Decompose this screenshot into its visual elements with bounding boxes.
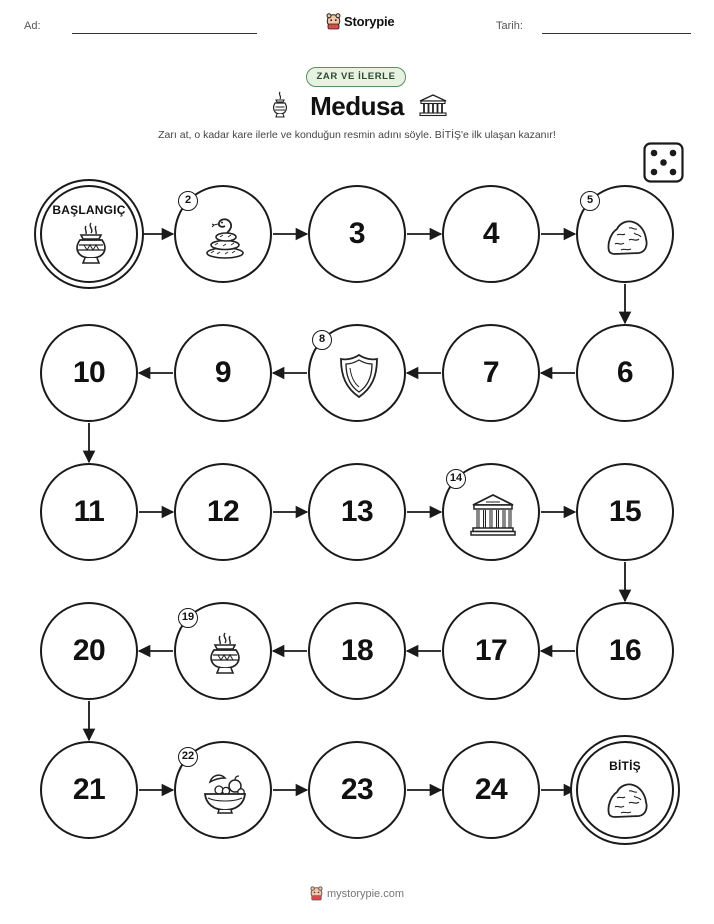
incense-urn-icon [201,630,249,678]
cell-number: 21 [72,773,106,806]
cell-number-badge: 22 [178,747,198,767]
board-cell-7 [442,324,540,422]
board-cell-3 [308,185,406,283]
cell-number: 7 [482,356,500,389]
cell-number: 23 [340,773,374,806]
cell-number-badge: 2 [178,191,198,211]
date-label: Tarih: [496,20,523,32]
cell-label: BİTİŞ [609,759,641,773]
cell-number: 4 [482,217,500,250]
cell-number: 13 [340,495,374,528]
cell-number-badge: 5 [580,191,600,211]
cell-number-badge: 14 [446,469,466,489]
board-cell-20 [40,602,138,700]
fruit-bowl-icon [201,769,249,817]
incense-urn-icon [67,220,115,268]
cell-number: 6 [616,356,634,389]
cell-number: 3 [348,217,366,250]
board-cell-10 [40,324,138,422]
page-title: Medusa [310,91,404,121]
shield-icon [335,352,383,400]
board-cell-9 [174,324,272,422]
board-cell-18 [308,602,406,700]
cell-number: 24 [474,773,508,806]
instructions-text: Zarı at, o kadar kare ilerle ve konduğun resmin adını söyle. BİTİŞ'e ilk ulaşan kazanır! [158,129,556,141]
stone-icon [603,776,651,824]
board-cell-23 [308,741,406,839]
board-cell-16 [576,602,674,700]
board-cell-11 [40,463,138,561]
board-cell-6 [576,324,674,422]
cell-number: 11 [73,495,105,528]
board-cell-13 [308,463,406,561]
cell-number: 20 [72,634,106,667]
cell-number: 15 [608,495,642,528]
cell-number: 12 [206,495,240,528]
board-cell-21 [40,741,138,839]
board-cell-12 [174,463,272,561]
snake-icon [201,213,249,261]
footer-url: mystorypie.com [326,887,405,900]
board-cell-17 [442,602,540,700]
board-cell-15 [576,463,674,561]
cell-number: 10 [72,356,106,389]
start-cell [40,185,138,283]
cell-number: 9 [214,356,232,389]
stone-icon [603,213,651,261]
cell-number: 16 [608,634,642,667]
finish-cell [576,741,674,839]
game-type-badge: ZAR VE İLERLE [306,67,406,87]
name-label: Ad: [24,20,41,32]
footer [0,886,714,901]
board-cell-24 [442,741,540,839]
greek-temple-icon [469,491,517,539]
cell-label: BAŞLANGIÇ [52,203,126,217]
storypie-mascot-icon [310,886,323,901]
cell-number: 18 [340,634,374,667]
cell-number-badge: 8 [312,330,332,350]
cell-number-badge: 19 [178,608,198,628]
board-cell-4 [442,185,540,283]
brand-name: Storypie [344,14,395,29]
cell-number: 17 [474,634,508,667]
